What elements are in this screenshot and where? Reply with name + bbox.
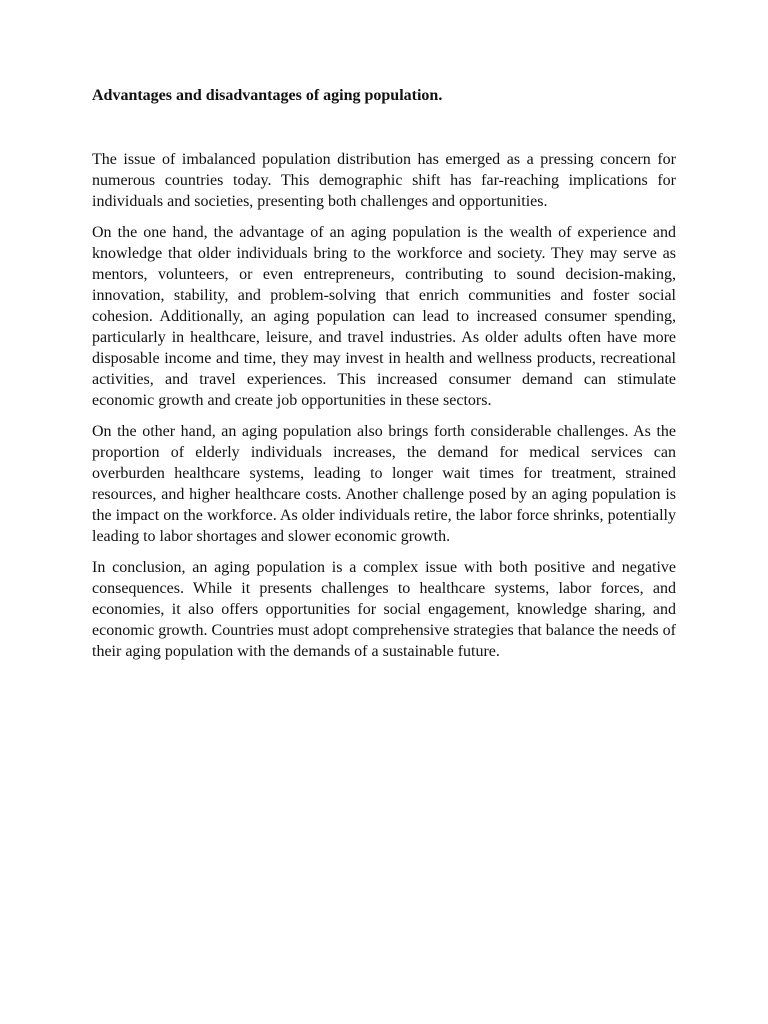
paragraph-disadvantages: On the other hand, an aging population also brings forth considerable challenges. As the proportion of elderly individuals increases, the demand for medical services can overburden healthcare systems, leading to longer wait times for treatment, strained resources, and higher healthcare costs. Another challenge posed by an aging population is the impact on the workforce. As older individuals retire, the labor force shrinks, potentially leading to labor shortages and slower economic growth. bbox=[92, 423, 676, 545]
paragraph-conclusion: In conclusion, an aging population is a complex issue with both positive and negative consequences. While it presents challenges to healthcare systems, labor forces, and economies, it also offers opportunities for social engagement, knowledge sharing, and economic growth. Countries must adopt comprehensive strategies that balance the needs of their aging population with the demands of a sustainable future. bbox=[92, 559, 676, 660]
document-body bbox=[92, 85, 676, 672]
paragraph-advantages: On the one hand, the advantage of an aging population is the wealth of experience and knowledge that older individuals bring to the workforce and society. They may serve as mentors, volunteers, or even entrepreneurs, contributing to sound decision-making, innovation, stability, and problem-solving that enrich communities and foster social cohesion. Additionally, an aging population can lead to increased consumer spending, particularly in healthcare, leisure, and travel industries. As older adults often have more disposable income and time, they may invest in health and wellness products, recreational activities, and travel experiences. This increased consumer demand can stimulate economic growth and create job opportunities in these sectors. bbox=[92, 224, 676, 409]
document-title: Advantages and disadvantages of aging population. bbox=[92, 87, 443, 104]
paragraph-introduction: The issue of imbalanced population distribution has emerged as a pressing concern for numerous countries today. This demographic shift has far-reaching implications for individuals and societies, presenting both challenges and opportunities. bbox=[92, 151, 676, 210]
